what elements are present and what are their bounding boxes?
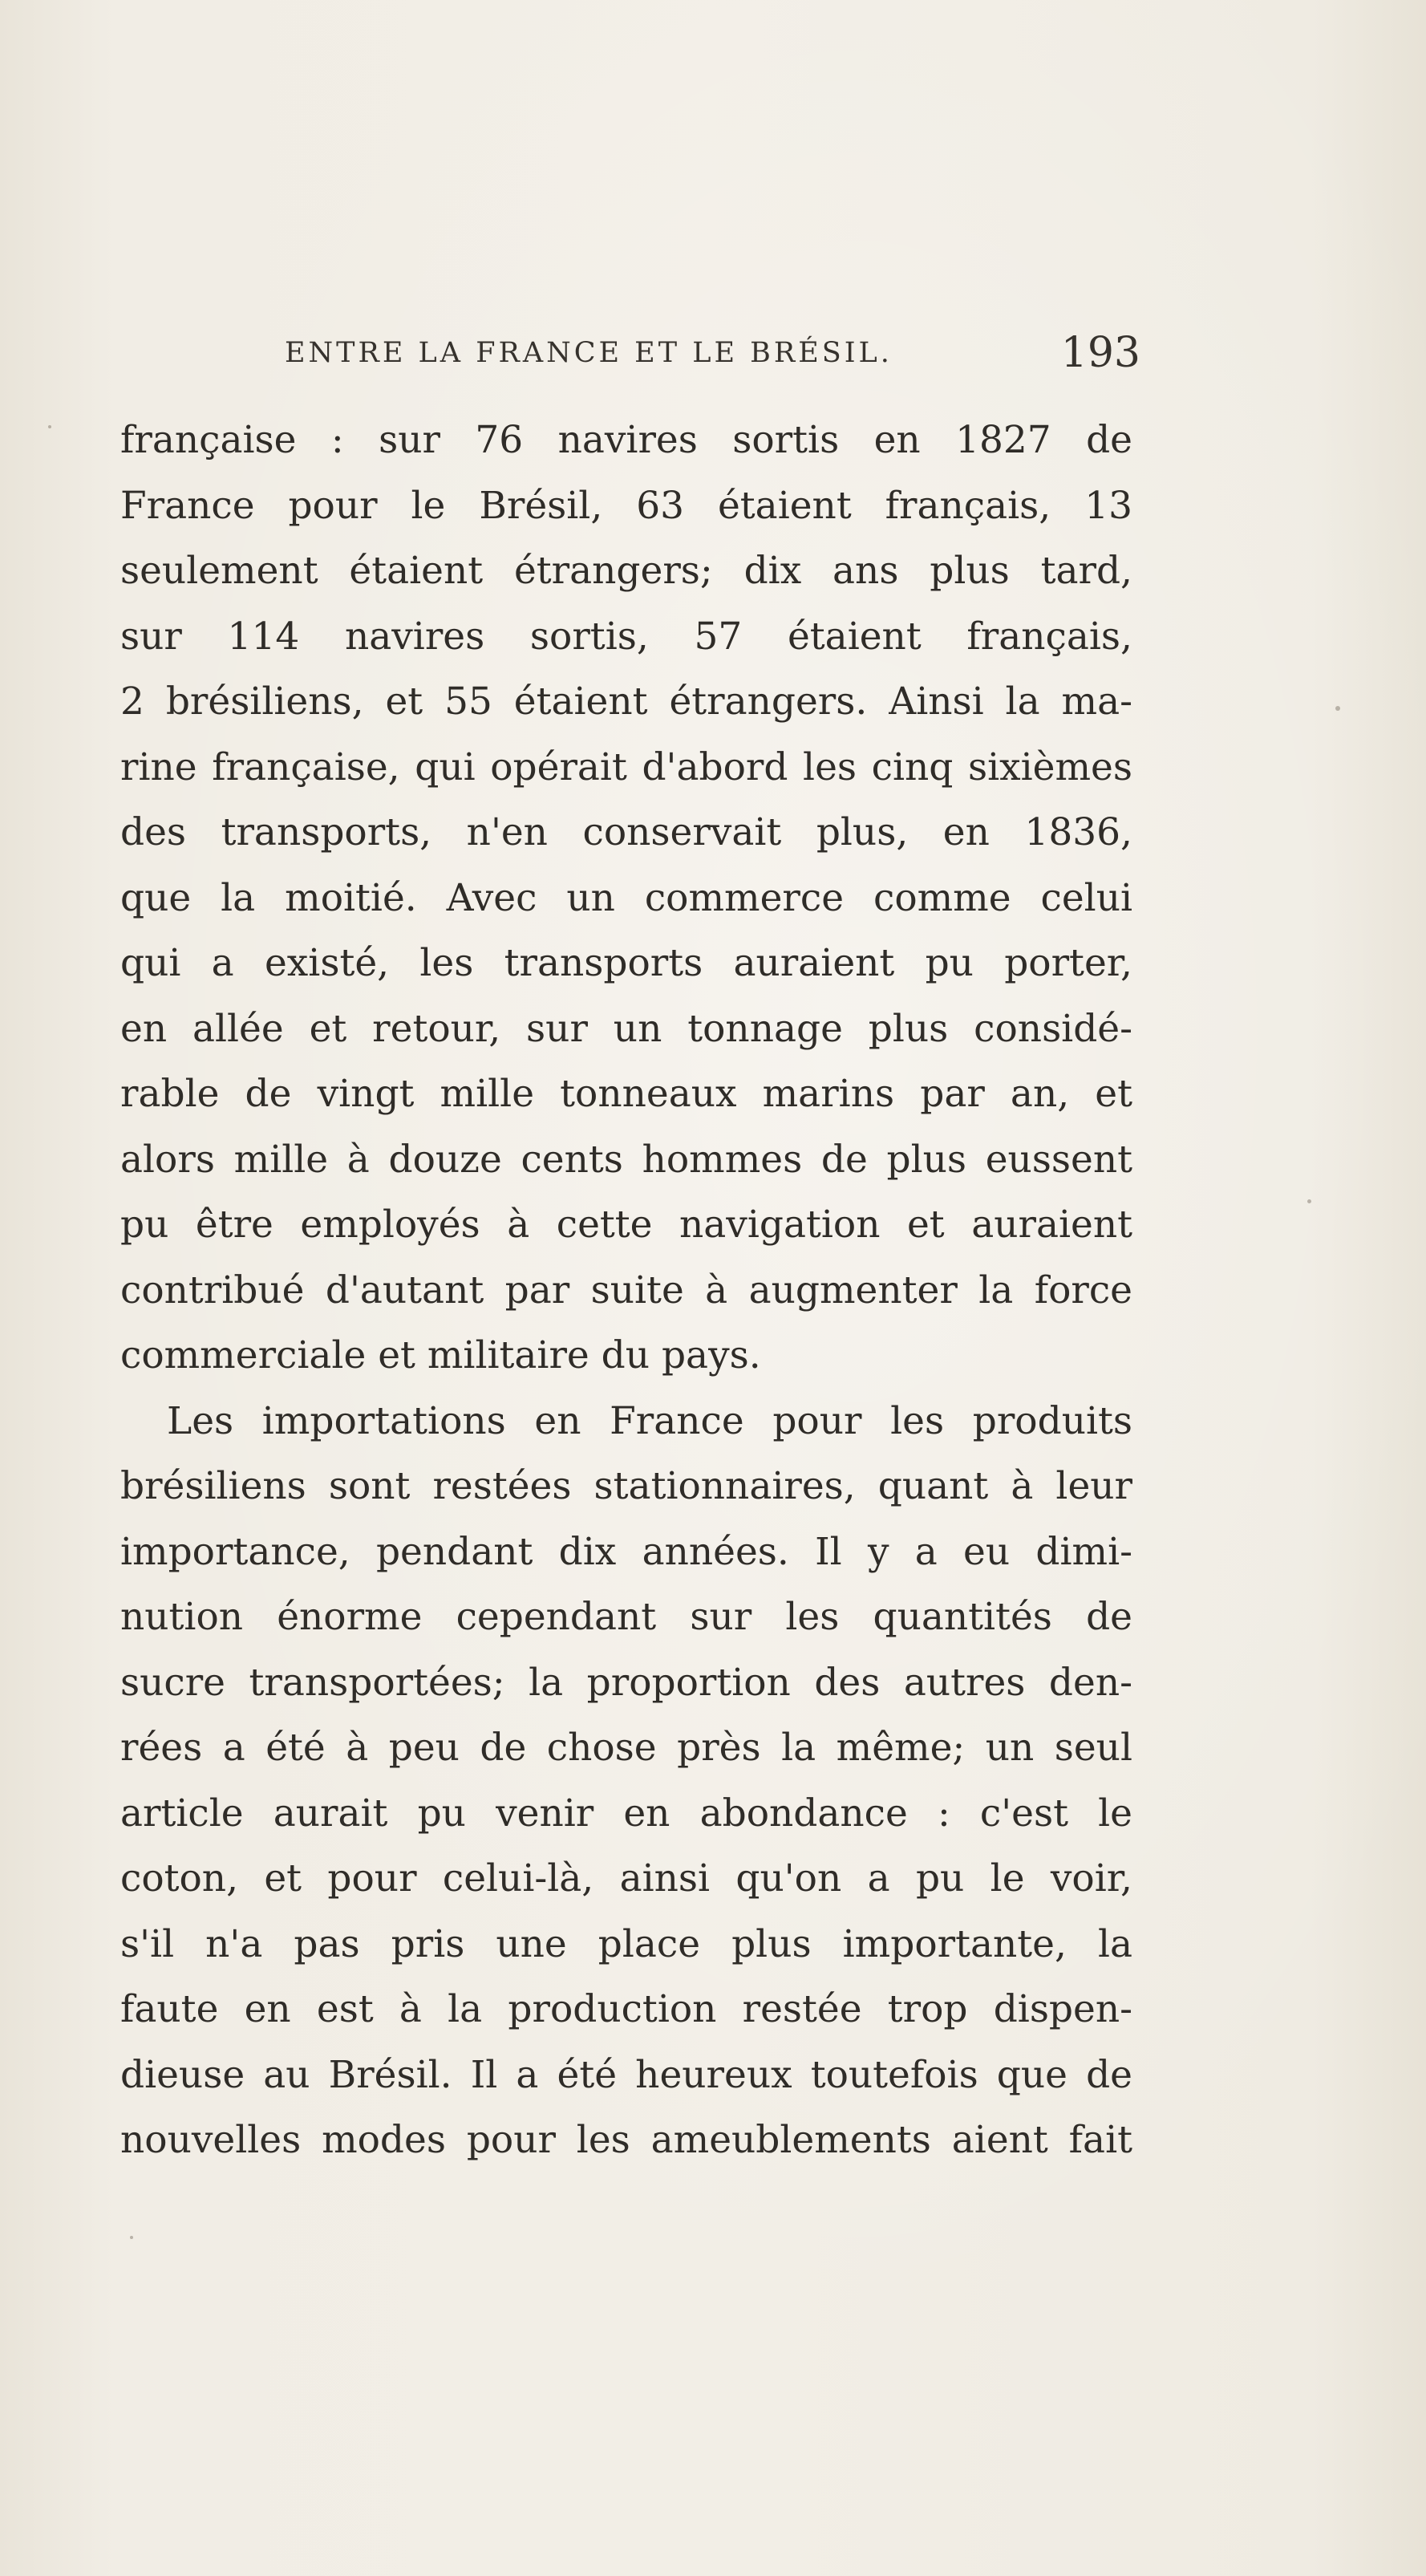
text-line: nouvelles modes pour les ameublements aient fait <box>120 2118 1132 2162</box>
text-line: France pour le Brésil, 63 étaient français, 13 <box>120 483 1132 528</box>
paper-speck <box>130 2236 133 2239</box>
text-line: rées a été à peu de chose près la même; un seul <box>120 1726 1132 1770</box>
text-line: faute en est à la production restée trop dispen- <box>120 1987 1132 2031</box>
text-line: alors mille à douze cents hommes de plus eussent <box>120 1137 1132 1182</box>
text-line: coton, et pour celui-là, ainsi qu'on a pu le voir, <box>120 1856 1132 1901</box>
paper-speck <box>1307 1199 1311 1203</box>
body-text <box>120 408 1132 2173</box>
running-title: ENTRE LA FRANCE ET LE BRÉSIL. <box>285 337 893 369</box>
text-line: en allée et retour, sur un tonnage plus considé- <box>120 1006 1132 1051</box>
running-head <box>120 325 1140 381</box>
text-line: 2 brésiliens, et 55 étaient étrangers. Ainsi la ma- <box>120 679 1132 724</box>
text-line: article aurait pu venir en abondance : c'est le <box>120 1791 1132 1836</box>
text-line: rable de vingt mille tonneaux marins par an, et <box>120 1072 1132 1116</box>
text-line: sucre transportées; la proportion des autres den- <box>120 1660 1132 1705</box>
text-line: commerciale et militaire du pays. <box>120 1333 761 1377</box>
text-line: s'il n'a pas pris une place plus importante, la <box>120 1921 1132 1966</box>
page-number: 193 <box>1060 329 1140 377</box>
text-line: pu être employés à cette navigation et auraient <box>120 1203 1132 1247</box>
text-line: dieuse au Brésil. Il a été heureux toutefois que de <box>120 2052 1132 2097</box>
text-line: française : sur 76 navires sortis en 1827 de <box>120 418 1132 462</box>
text-line: Les importations en France pour les produits <box>167 1398 1132 1443</box>
paper-speck <box>48 425 51 428</box>
text-line: nution énorme cependant sur les quantités de <box>120 1595 1132 1639</box>
text-line: qui a existé, les transports auraient pu porter, <box>120 941 1132 985</box>
text-line: seulement étaient étrangers; dix ans plus tard, <box>120 549 1132 593</box>
text-line: rine française, qui opérait d'abord les cinq sixièmes <box>120 744 1132 789</box>
paper-speck <box>1335 706 1340 711</box>
text-line: brésiliens sont restées stationnaires, quant à leur <box>120 1464 1132 1508</box>
text-line: des transports, n'en conservait plus, en 1836, <box>120 810 1132 854</box>
text-line: sur 114 navires sortis, 57 étaient français, <box>120 614 1132 659</box>
text-line: que la moitié. Avec un commerce comme celui <box>120 875 1132 920</box>
text-line: contribué d'autant par suite à augmenter la force <box>120 1268 1132 1312</box>
text-line: importance, pendant dix années. Il y a eu dimi- <box>120 1529 1132 1574</box>
